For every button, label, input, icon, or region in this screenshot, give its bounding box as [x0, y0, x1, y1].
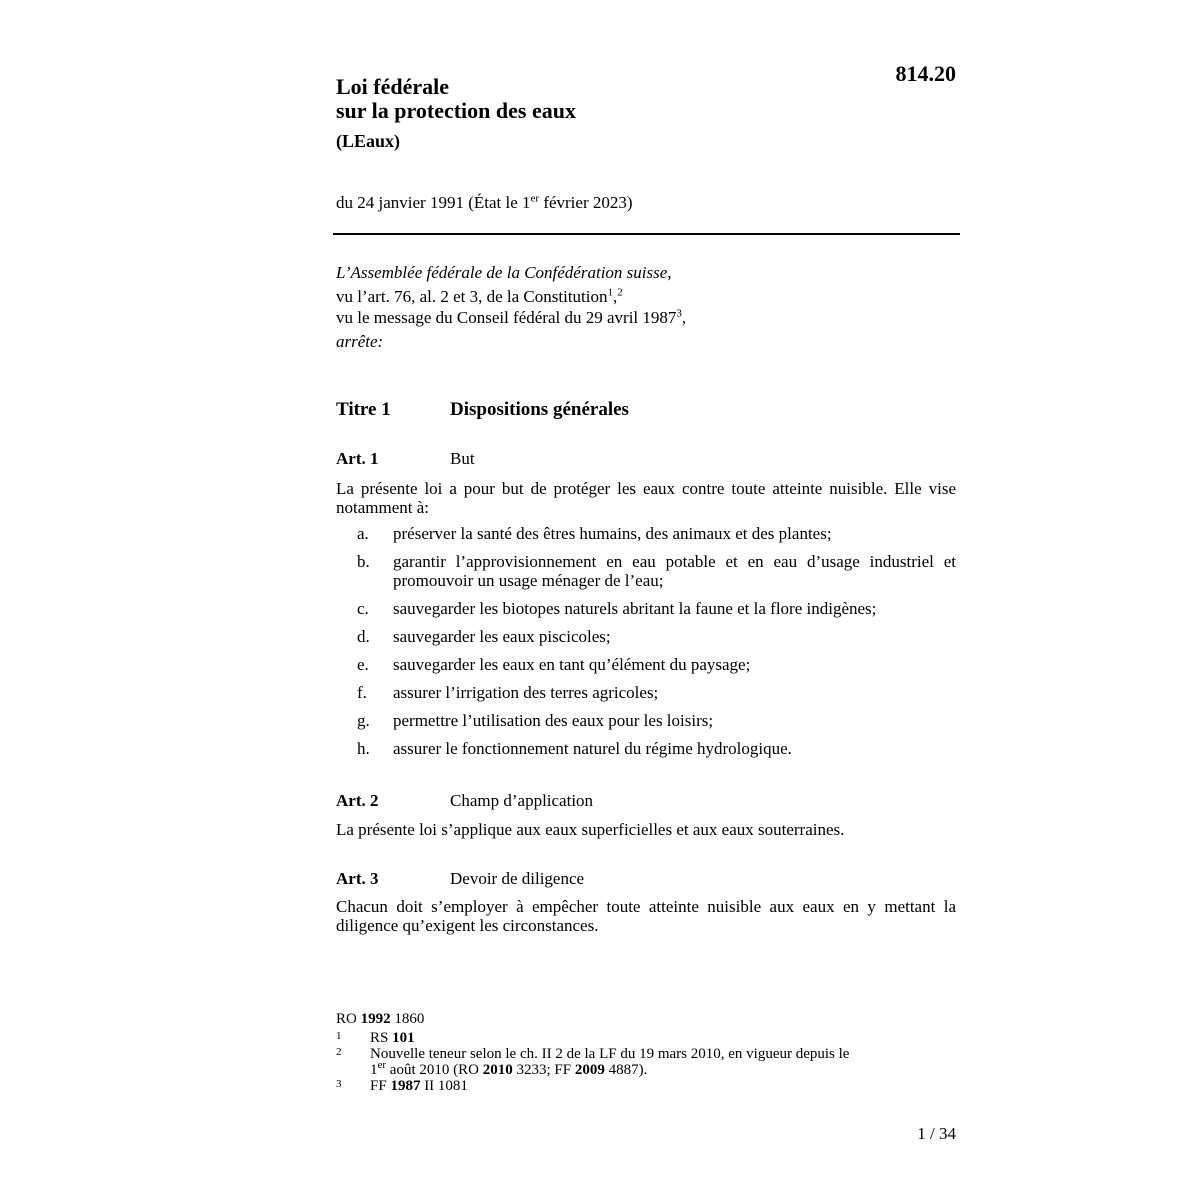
titre-label: Dispositions générales — [450, 399, 629, 420]
article-1-heading — [336, 448, 475, 469]
article-1-intro: La présente loi a pour but de protéger les eaux contre toute atteinte nuisible. Elle vise notamment à: — [336, 479, 956, 517]
article-title: But — [450, 449, 475, 468]
law-number: 814.20 — [895, 61, 956, 86]
list-letter: e. — [357, 655, 369, 674]
ro-reference: RO 1992 1860 — [336, 1011, 425, 1027]
date-sup: er — [530, 192, 540, 205]
list-letter: a. — [357, 524, 369, 543]
preamble — [336, 262, 686, 352]
preamble-authority: L’Assemblée fédérale de la Confédération suisse, — [336, 263, 672, 282]
law-title-line2: sur la protection des eaux — [336, 98, 576, 123]
preamble-message: vu le message du Conseil fédéral du 29 avril 1987$^3$, — [336, 307, 687, 327]
law-abbreviation: (LEaux) — [336, 131, 401, 151]
footnotes — [336, 1011, 896, 1094]
list-item — [336, 711, 956, 730]
list-item — [336, 627, 956, 646]
footnote-number: 1 — [336, 1030, 342, 1042]
list-letter: c. — [357, 599, 369, 618]
law-title — [336, 75, 576, 123]
list-text: sauvegarder les eaux en tant qu’élément du paysage; — [393, 655, 751, 674]
law-date — [336, 192, 633, 214]
date-prefix: du 24 janvier 1991 (État le 1 — [336, 193, 531, 212]
article-title: Champ d’application — [450, 791, 594, 810]
list-text: sauvegarder les eaux piscicoles; — [393, 627, 611, 646]
list-text: garantir l’approvisionnement en eau potable et en eau d’usage industriel et promouvoir un usage ménager de l’eau; — [393, 552, 956, 590]
list-item — [336, 599, 956, 618]
list-letter: g. — [357, 711, 370, 730]
footnote-3: 3 FF 1987 II 1081 — [336, 1078, 468, 1094]
footnote-ref-2[interactable]: 2 — [617, 286, 623, 299]
article-number: Art. 3 — [336, 869, 379, 888]
article-3-heading — [336, 868, 584, 889]
list-item — [336, 524, 956, 543]
preamble-constitution: vu l’art. 76, al. 2 et 3, de la Constitution$^1$,$^2$ — [336, 286, 623, 306]
article-title: Devoir de diligence — [450, 869, 585, 888]
footnote-1: 1 RS 101 — [336, 1030, 415, 1046]
list-letter: f. — [357, 683, 367, 702]
list-text: préserver la santé des êtres humains, des animaux et des plantes; — [393, 524, 832, 543]
footnote-number: 3 — [336, 1078, 342, 1090]
preamble-decree: arrête: — [336, 332, 384, 351]
article-1-list — [336, 524, 956, 767]
list-text: sauvegarder les biotopes naturels abritant la faune et la flore indigènes; — [393, 599, 877, 618]
article-number: Art. 1 — [336, 449, 379, 468]
list-item — [336, 552, 956, 590]
titre-number: Titre 1 — [336, 399, 391, 420]
titre-heading — [336, 398, 629, 422]
date-suffix: février 2023) — [539, 193, 633, 212]
list-item — [336, 739, 956, 758]
law-title-line1: Loi fédérale — [336, 74, 450, 99]
page-number: 1 / 34 — [917, 1124, 956, 1143]
footnote-number: 2 — [336, 1046, 342, 1058]
footnote-ref-3[interactable]: 3 — [676, 307, 682, 320]
list-letter: h. — [357, 739, 370, 758]
list-text: permettre l’utilisation des eaux pour les loisirs; — [393, 711, 714, 730]
list-item — [336, 683, 956, 702]
list-letter: d. — [357, 627, 370, 646]
article-3-text: Chacun doit s’employer à empêcher toute atteinte nuisible aux eaux en y mettant la diligence qu’exigent les circonstances. — [336, 897, 956, 935]
article-number: Art. 2 — [336, 791, 379, 810]
list-text: assurer le fonctionnement naturel du régime hydrologique. — [393, 739, 792, 758]
footnote-ref-1[interactable]: 1 — [607, 286, 613, 299]
article-2-heading — [336, 790, 593, 811]
list-item — [336, 655, 956, 674]
article-2-text: La présente loi s’applique aux eaux superficielles et aux eaux souterraines. — [336, 820, 845, 839]
header-divider — [333, 233, 960, 235]
list-text: assurer l’irrigation des terres agricoles; — [393, 683, 659, 702]
footnote-2: 2 Nouvelle teneur selon le ch. II 2 de la LF du 19 mars 2010, en vigueur depuis le 1er août 2010 (RO 2010 3233; FF 2009 4887). — [336, 1046, 850, 1078]
list-letter: b. — [357, 552, 370, 571]
